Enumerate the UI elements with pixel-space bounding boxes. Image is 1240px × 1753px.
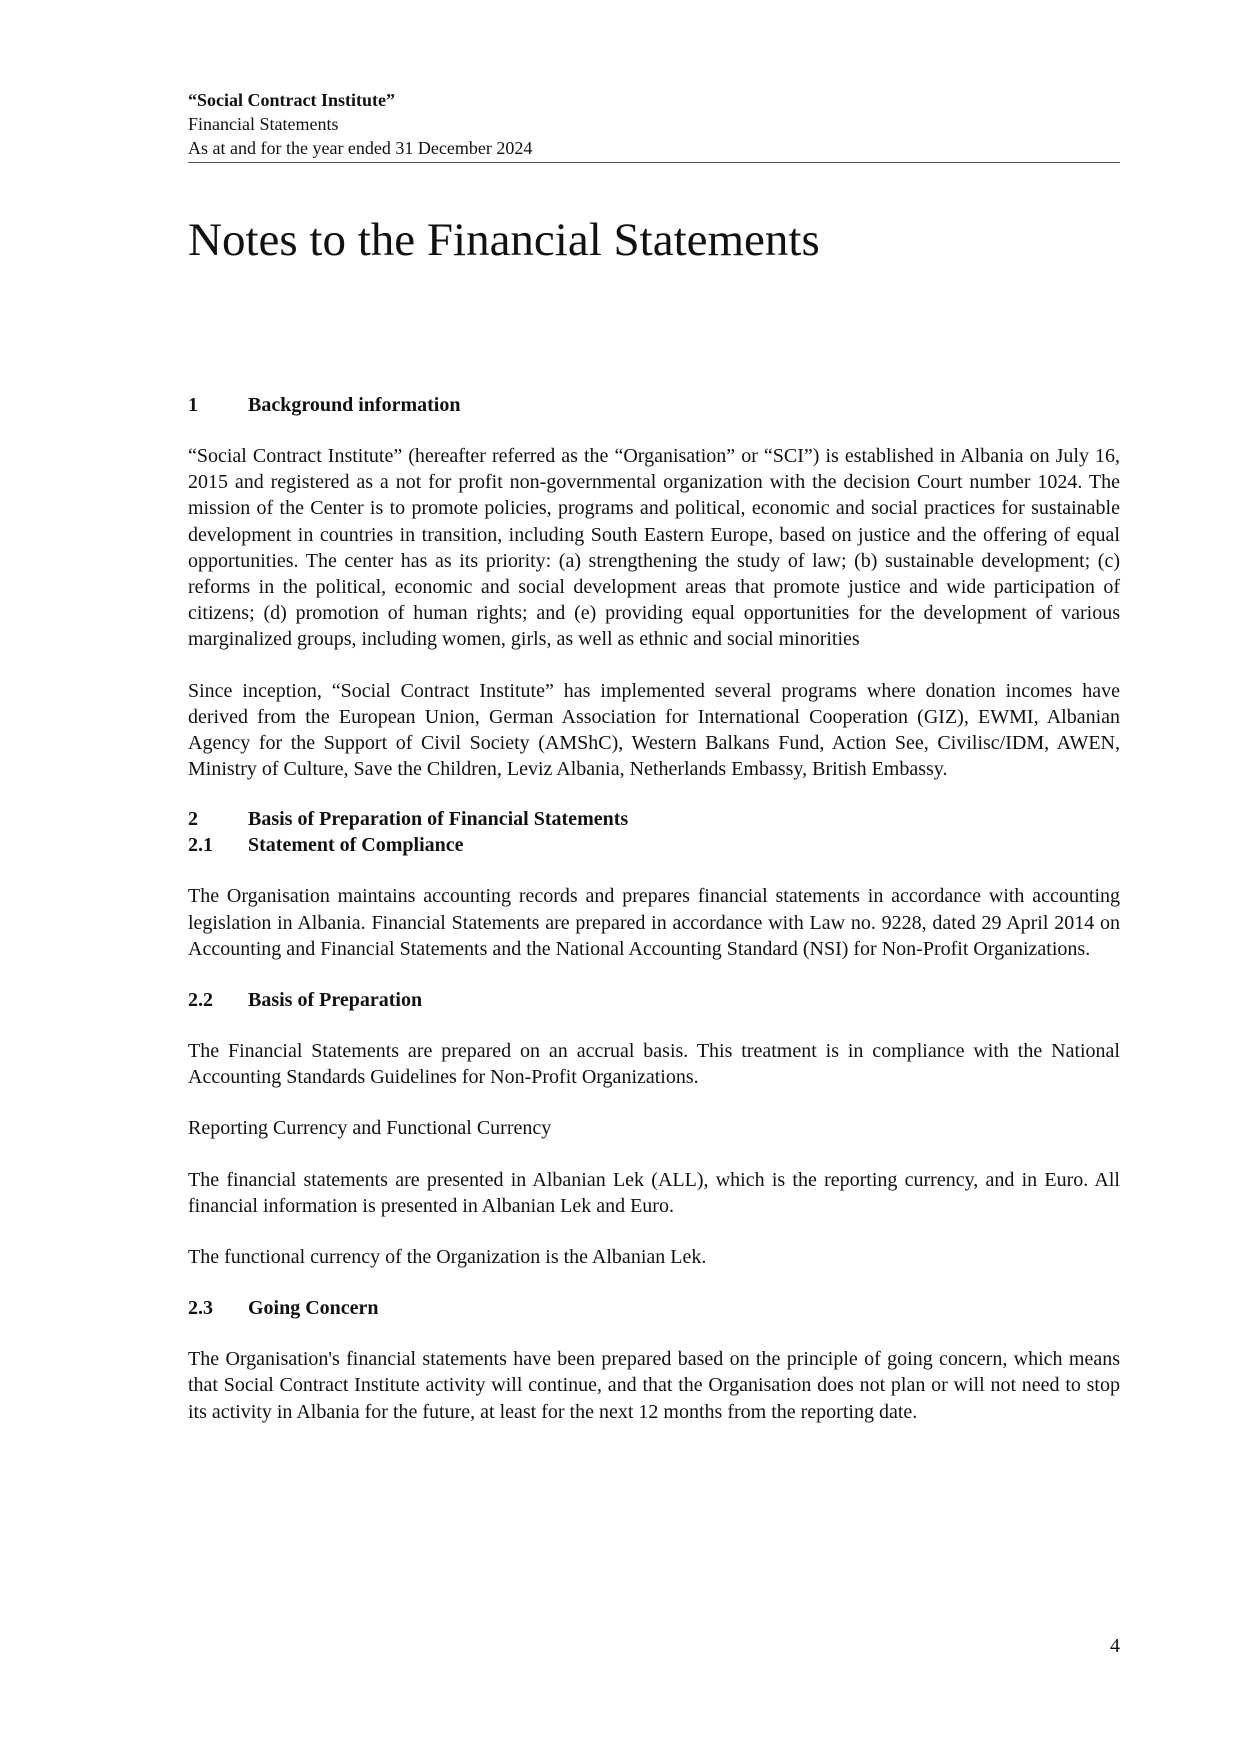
section-title: Statement of Compliance bbox=[248, 834, 464, 857]
currency-paragraph: The financial statements are presented in Albanian Lek (ALL), which is the reporting currency, and in Euro. All financial information is presented in Albanian Lek and Euro. bbox=[188, 1168, 1120, 1217]
going-concern-paragraph: The Organisation's financial statements have been prepared based on the principle of going concern, which means that Social Contract Institute activity will continue, and that the Organisation does not plan or will not need to stop its activity in Albania for the future, at least for the next 12 months from the reporting date. bbox=[188, 1348, 1120, 1423]
section-title: Basis of Preparation bbox=[248, 989, 423, 1012]
section-number: 1 bbox=[188, 394, 198, 416]
header-organisation: “Social Contract Institute” bbox=[188, 90, 395, 110]
section-2-3-heading bbox=[188, 1295, 1120, 1321]
section-1-heading bbox=[188, 392, 1120, 418]
header-document: Financial Statements bbox=[188, 114, 339, 134]
section-title: Basis of Preparation of Financial Statements bbox=[248, 808, 629, 831]
section-number: 2.2 bbox=[188, 989, 213, 1012]
compliance-paragraph: The Organisation maintains accounting records and prepares financial statements in accordance with accounting legislation in Albania. Financial Statements are prepared in accordance with Law no. 9228, dated 29 April 2014 on Accounting and Financial Statements and the National Accounting Standard (NSI) for Non-Profit Organizations. bbox=[188, 885, 1120, 960]
section-number: 2 bbox=[188, 808, 198, 831]
section-number: 2.3 bbox=[188, 1297, 213, 1320]
page-title: Notes to the Financial Statements bbox=[188, 214, 820, 266]
background-paragraph-2: Since inception, “Social Contract Institute” has implemented several programs where donation incomes have derived from the European Union, German Association for International Cooperation (GIZ), EWMI, Albanian Agency for the Support of Civil Society (AMShC), Western Balkans Fund, Action See, Civilisc/IDM, AWEN, Ministry of Culture, Save the Children, Leviz Albania, Netherlands Embassy, British Embassy. bbox=[188, 679, 1120, 781]
section-number: 2.1 bbox=[188, 834, 213, 857]
preparation-paragraph: The Financial Statements are prepared on an accrual basis. This treatment is in compliance with the National Accounting Standards Guidelines for Non-Profit Organizations. bbox=[188, 1040, 1120, 1089]
section-2-heading bbox=[188, 806, 1120, 832]
page-header bbox=[188, 88, 1120, 163]
section-title: Background information bbox=[248, 394, 461, 416]
background-paragraph-1: “Social Contract Institute” (hereafter referred as the “Organisation” or “SCI”) is established in Albania on July 16, 2015 and registered as a not for profit non-governmental organization with the decision Court number 1024. The mission of the Center is to promote policies, programs and political, economic and social practices for sustainable development in countries in transition, including South Eastern Europe, based on justice and the offering of equal opportunities. The center has as its priority: (a) strengthening the study of law; (b) sustainable development; (c) reforms in the political, economic and social development areas that promote justice and wide participation of citizens; (d) promotion of human rights; and (e) providing equal opportunities for the development of various marginalized groups, including women, girls, as well as ethnic and social minorities bbox=[188, 445, 1120, 651]
functional-currency-paragraph: The functional currency of the Organization is the Albanian Lek. bbox=[188, 1246, 707, 1269]
section-2-2-heading bbox=[188, 987, 1120, 1013]
section-title: Going Concern bbox=[248, 1297, 379, 1320]
page-number: 4 bbox=[1110, 1635, 1120, 1657]
currency-subheading: Reporting Currency and Functional Currency bbox=[188, 1117, 552, 1140]
header-period: As at and for the year ended 31 December 2024 bbox=[188, 138, 533, 158]
section-2-1-heading bbox=[188, 832, 1120, 858]
notes-content bbox=[188, 392, 1120, 1425]
